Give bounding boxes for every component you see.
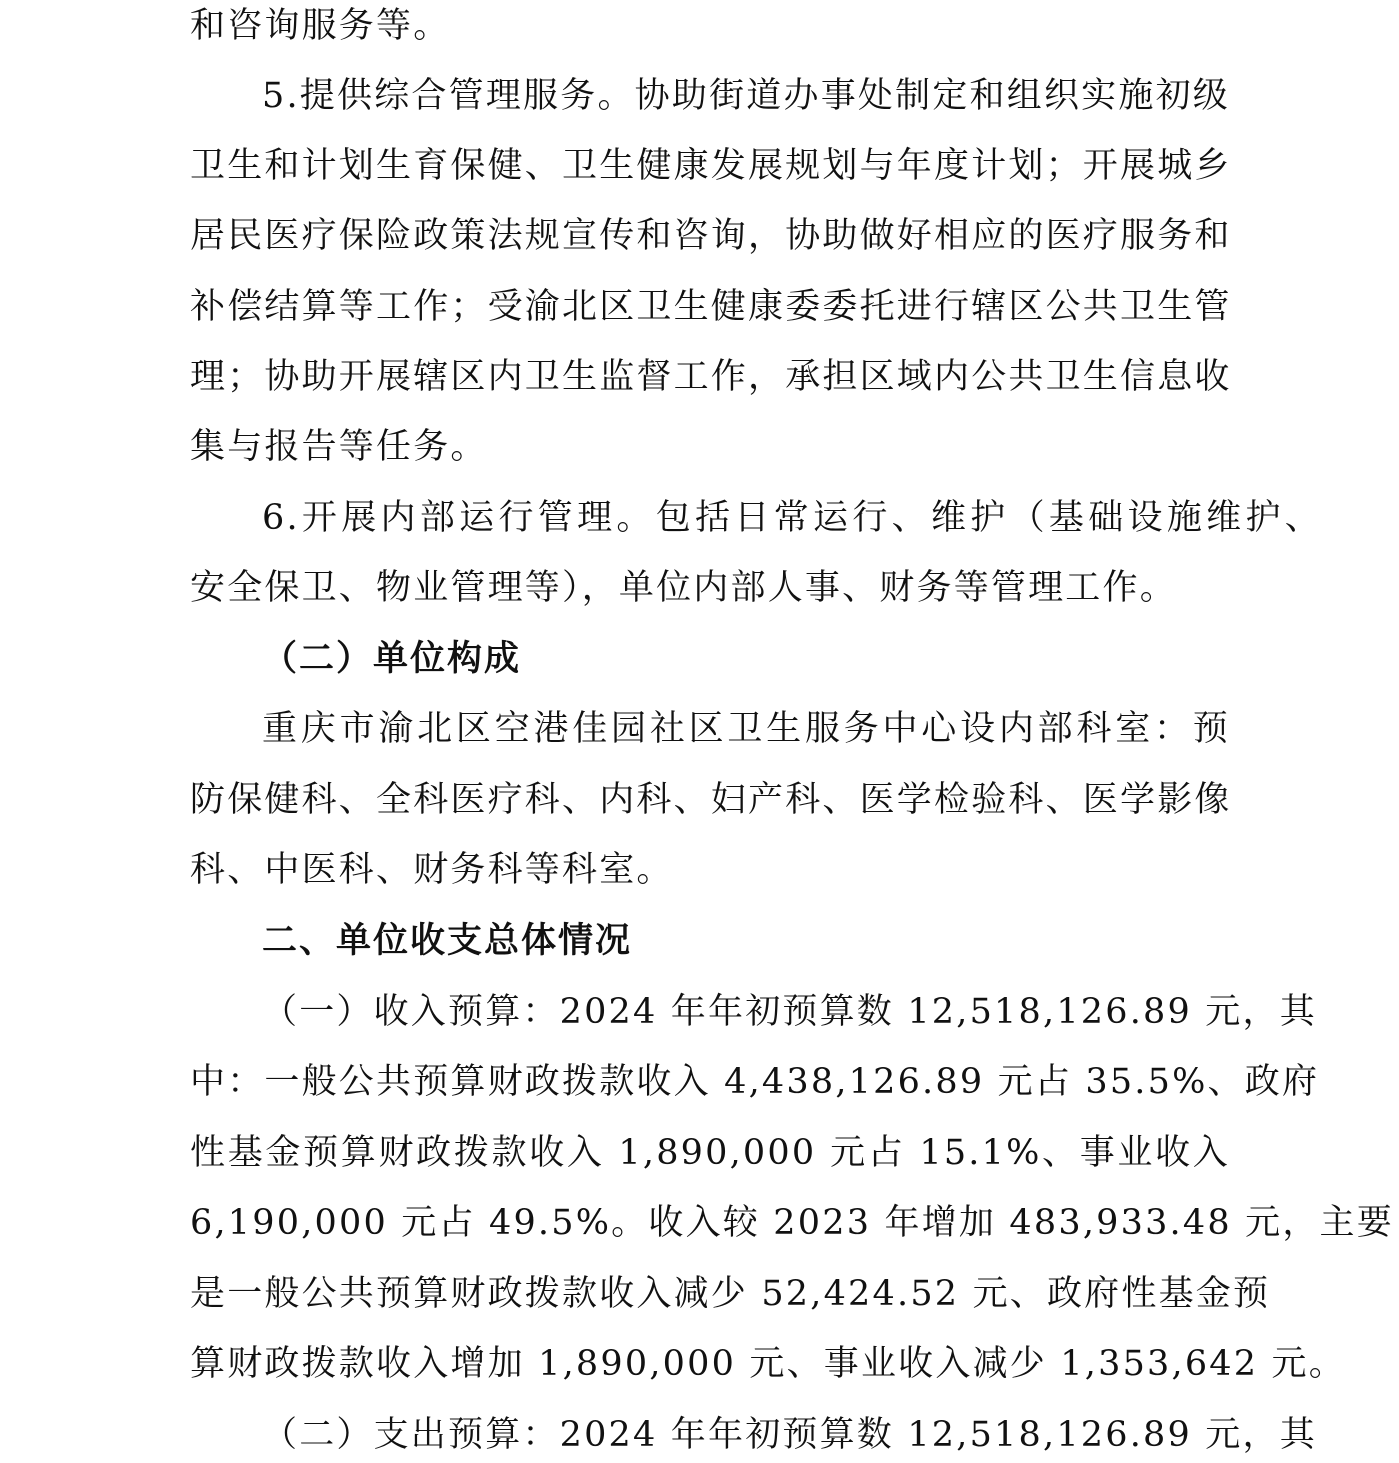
paragraph-line: 性基金预算财政拨款收入 1,890,000 元占 15.1%、事业收入	[190, 1133, 1230, 1173]
paragraph-line: 居民医疗保险政策法规宣传和咨询，协助做好相应的医疗服务和	[190, 216, 1232, 256]
paragraph-line: 和咨询服务等。	[190, 6, 451, 46]
paragraph-line: 科、中医科、财务科等科室。	[190, 850, 674, 890]
paragraph-line: 5.提供综合管理服务。协助街道办事处制定和组织实施初级	[262, 76, 1230, 116]
paragraph-line: 补偿结算等工作；受渝北区卫生健康委委托进行辖区公共卫生管	[190, 287, 1232, 327]
section-heading: 二、单位收支总体情况	[262, 921, 633, 961]
paragraph-line: 防保健科、全科医疗科、内科、妇产科、医学检验科、医学影像	[190, 780, 1232, 820]
paragraph-line: 卫生和计划生育保健、卫生健康发展规划与年度计划；开展城乡	[190, 146, 1232, 186]
paragraph-line: （一）收入预算：2024 年年初预算数 12,518,126.89 元，其	[262, 992, 1317, 1032]
paragraph-line: 6.开展内部运行管理。包括日常运行、维护（基础设施维护、	[262, 498, 1322, 538]
paragraph-line: 算财政拨款收入增加 1,890,000 元、事业收入减少 1,353,642 元。	[190, 1344, 1346, 1384]
paragraph-line: 重庆市渝北区空港佳园社区卫生服务中心设内部科室：预	[262, 709, 1230, 749]
paragraph-line: 理；协助开展辖区内卫生监督工作，承担区域内公共卫生信息收	[190, 357, 1232, 397]
paragraph-line: 安全保卫、物业管理等），单位内部人事、财务等管理工作。	[190, 568, 1177, 608]
paragraph-line: （二）支出预算：2024 年年初预算数 12,518,126.89 元，其	[262, 1415, 1317, 1455]
section-subheading: （二）单位构成	[262, 639, 522, 679]
paragraph-line: 是一般公共预算财政拨款收入减少 52,424.52 元、政府性基金预	[190, 1274, 1271, 1314]
paragraph-line: 集与报告等任务。	[190, 427, 488, 467]
paragraph-line: 6,190,000 元占 49.5%。收入较 2023 年增加 483,933.48 元，主要	[190, 1203, 1394, 1243]
paragraph-line: 中：一般公共预算财政拨款收入 4,438,126.89 元占 35.5%、政府	[190, 1062, 1320, 1102]
